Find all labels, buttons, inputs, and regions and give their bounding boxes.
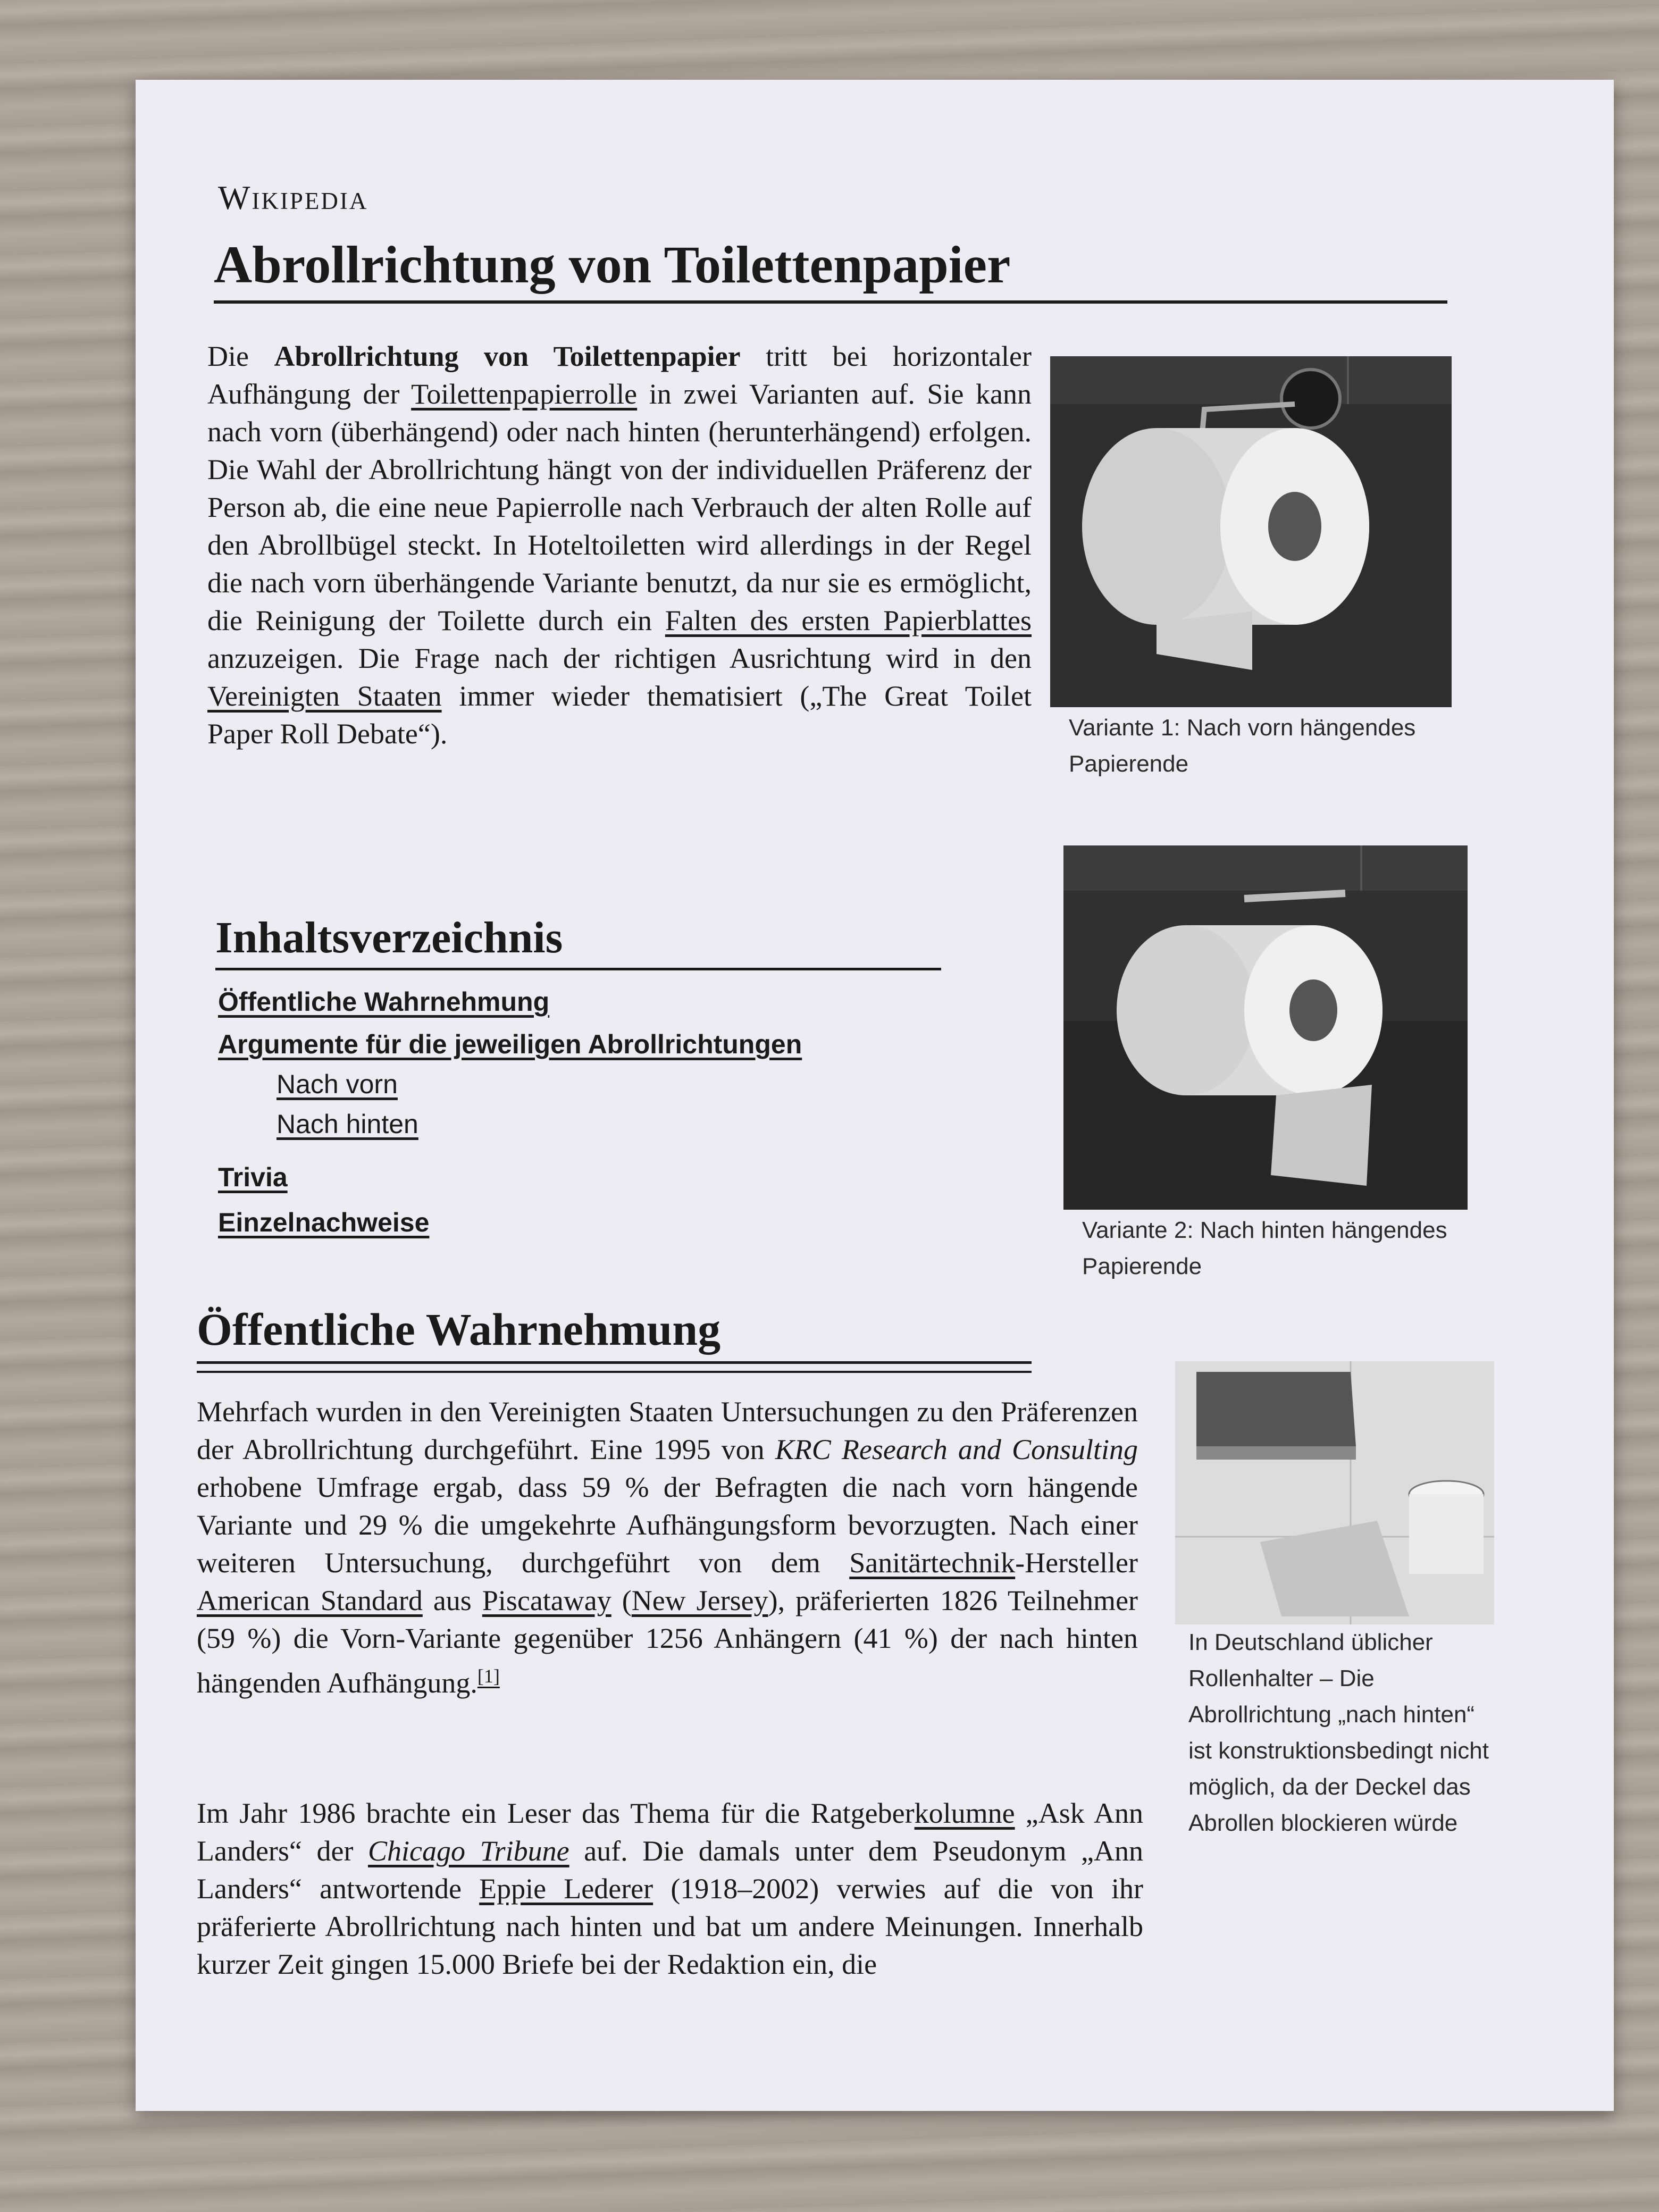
toc-item-trivia[interactable]: Trivia [218, 1162, 288, 1192]
toilet-roll-holder-icon [1175, 1361, 1494, 1624]
figure-variant-2 [1063, 845, 1468, 1210]
toc-item-oeffentliche-wahrnehmung[interactable]: Öffentliche Wahrnehmung [218, 987, 550, 1017]
intro-paragraph: Die Abrollrichtung von Toilettenpapier tritt bei horizontaler Aufhängung der Toilettenpapierrolle in zwei Varianten auf. Sie kann nach vorn (überhängend) oder nach hinten (herunterhängend) erfolgen. Die Wahl der Abrollrichtung hängt von der individuellen Präferenz der Person ab, die eine neue Papierrolle nach Verbrauch der alten Rolle auf den Abrollbügel steckt. In Hoteltoiletten wird allerdings in der Regel die nach vorn überhängende Variante benutzt, da nur sie es ermöglicht, die Reinigung der Toilette durch ein Falten des ersten Papierblattes anzuzeigen. Die Frage nach der richtigen Ausrichtung wird in den Vereinigten Staaten immer wieder thematisiert („The Great Toilet Paper Roll Debate“). [207, 340, 1032, 750]
link-falten[interactable]: Falten des ersten Papierblattes [665, 605, 1032, 636]
link-vereinigte-staaten[interactable]: Vereinigten Staaten [207, 680, 442, 712]
link-american-standard[interactable]: American Standard [197, 1585, 423, 1616]
toc-rule [215, 968, 941, 970]
toilet-roll-back-icon [1063, 845, 1468, 1210]
title-rule [214, 300, 1447, 304]
figure-variant-1 [1050, 356, 1452, 707]
link-piscataway[interactable]: Piscataway [482, 1585, 611, 1616]
link-kolumne[interactable]: kolumne [914, 1797, 1015, 1829]
toc-item-argumente[interactable]: Argumente für die jeweiligen Abrollrichtungen [218, 1029, 802, 1059]
figure-3-caption: In Deutschland üblicher Rollenhalter – Die Abrollrichtung „nach hinten“ ist konstruktionsbedingt nicht möglich, da der Deckel das Abrollen blockieren würde [1188, 1629, 1489, 1836]
section-paragraph-2: Im Jahr 1986 brachte ein Leser das Thema für die Ratgeberkolumne „Ask Ann Landers“ der Chicago Tribune auf. Die damals unter dem Pseudonym „Ann Landers“ antwortende Eppie Lederer (1918–2002) verwies auf die von ihr präferierte Abrollrichtung nach hinten und bat um andere Meinungen. Innerhalb kurzer Zeit gingen 15.000 Briefe bei der Redaktion ein, die [197, 1797, 1144, 1980]
section-rule-2 [197, 1371, 1032, 1373]
figure-german-holder [1175, 1361, 1494, 1624]
link-chicago-tribune[interactable]: Chicago Tribune [368, 1835, 569, 1867]
toilet-roll-front-icon [1050, 356, 1452, 707]
toc-heading: Inhaltsverzeichnis [215, 913, 563, 962]
section-heading-oeffentliche-wahrnehmung: Öffentliche Wahrnehmung [197, 1304, 721, 1355]
section-rule-1 [197, 1361, 1032, 1364]
paper-sheet [136, 80, 1614, 2111]
wikipedia-logo: Wikipedia [218, 179, 368, 216]
toc-item-nach-vorn[interactable]: Nach vorn [276, 1069, 398, 1099]
toc-item-nach-hinten[interactable]: Nach hinten [276, 1109, 418, 1139]
section-paragraph-1: Mehrfach wurden in den Vereinigten Staaten Untersuchungen zu den Präferenzen der Abrollrichtung durchgeführt. Eine 1995 von KRC Research and Consulting erhobene Umfrage ergab, dass 59 % der Befragten die nach vorn hängende Variante und 29 % die umgekehrte Aufhängungsform bevorzugten. Nach einer weiteren Untersuchung, durchgeführt von dem Sanitärtechnik-Hersteller American Standard aus Piscataway (New Jersey), präferierten 1826 Teilnehmer (59 %) die Vorn-Variante gegenüber 1256 Anhängern (41 %) der nach hinten hängenden Aufhängung.[1] [197, 1396, 1138, 1699]
link-sanitaertechnik[interactable]: Sanitärtechnik [849, 1547, 1016, 1579]
link-toilettenpapierrolle[interactable]: Toilettenpapierrolle [411, 378, 638, 410]
link-new-jersey[interactable]: New Jersey [631, 1585, 768, 1616]
figure-2-caption: Variante 2: Nach hinten hängendes Papierende [1082, 1217, 1447, 1279]
figure-1-caption: Variante 1: Nach vorn hängendes Papierende [1069, 715, 1416, 777]
link-eppie-lederer[interactable]: Eppie Lederer [479, 1873, 653, 1905]
page-title: Abrollrichtung von Toilettenpapier [214, 235, 1011, 294]
reference-1[interactable]: [1] [477, 1665, 500, 1687]
toc-item-einzelnachweise[interactable]: Einzelnachweise [218, 1208, 430, 1237]
